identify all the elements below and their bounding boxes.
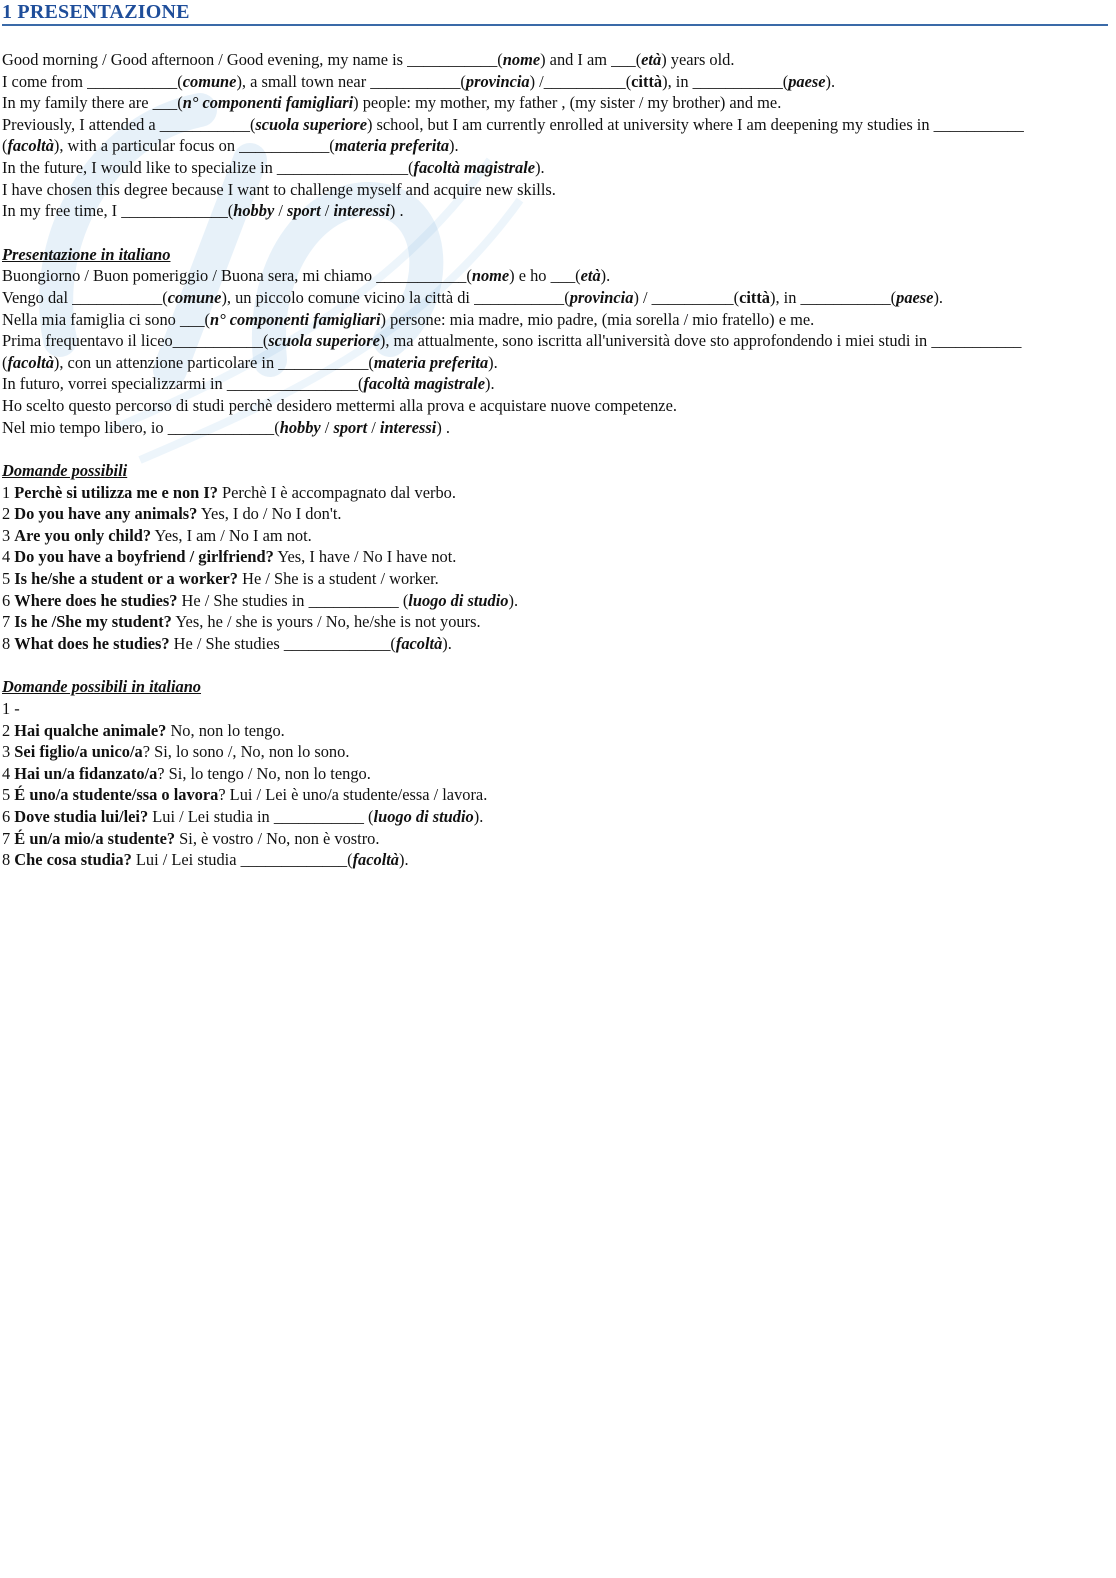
placeholder-label: Is he/she a student or a worker? — [14, 569, 239, 589]
text-segment: ) persone: mia madre, mio padre, (mia sorella / mio fratello) e me. — [380, 309, 815, 329]
text-line — [2, 482, 1114, 504]
text-line — [2, 525, 1114, 547]
text-segment: Si, è vostro / No, non è vostro. — [175, 828, 380, 848]
text-line — [2, 179, 1114, 201]
text-segment: 4 — [2, 547, 15, 567]
text-line — [2, 633, 1114, 655]
placeholder-label: facoltà magistrale — [363, 374, 485, 394]
placeholder-label: interessi — [379, 417, 437, 437]
text-segment: 1 - — [2, 699, 20, 719]
text-segment: ) . — [436, 417, 451, 437]
text-segment: Lui / Lei studia _____________( — [131, 850, 353, 870]
text-segment: Prima frequentavo il liceo___________( — [2, 331, 269, 351]
text-segment: ). — [442, 633, 452, 653]
text-line — [2, 114, 1114, 157]
text-segment: He / She is a student / worker. — [238, 569, 439, 589]
text-line — [2, 720, 1114, 742]
placeholder-label: città — [739, 287, 771, 307]
page-title: 1 PRESENTAZIONE — [2, 1, 190, 23]
placeholder-label: n° componenti famigliari — [182, 93, 354, 113]
placeholder-label: Hai qualche animale? — [14, 720, 167, 740]
text-segment: ) people: my mother, my father , (my sister / my brother) and me. — [353, 93, 782, 113]
placeholder-label: nome — [502, 50, 541, 69]
text-line — [2, 503, 1114, 525]
text-segment: I come from ___________( — [2, 71, 183, 91]
text-segment: 1 — [2, 482, 15, 502]
questions-italian-section — [2, 676, 1114, 870]
text-segment: Vengo dal ___________( — [2, 287, 168, 307]
placeholder-label: età — [580, 266, 601, 286]
text-segment: 6 — [2, 590, 15, 610]
text-line — [2, 309, 1114, 331]
text-line — [2, 287, 1114, 309]
text-line — [2, 546, 1114, 568]
text-line — [2, 806, 1114, 828]
text-segment: ). — [825, 71, 836, 91]
text-line — [2, 417, 1114, 439]
text-line — [2, 611, 1114, 633]
placeholder-label: n° componenti famigliari — [210, 309, 381, 329]
text-segment: ). — [473, 807, 484, 826]
text-segment: / — [274, 201, 287, 221]
text-line — [2, 590, 1114, 612]
text-segment: ). — [449, 136, 459, 156]
text-segment: 6 — [2, 807, 15, 826]
text-segment: 7 — [2, 612, 15, 632]
text-segment: No, non lo tengo. — [166, 720, 285, 740]
placeholder-label: scuola superiore — [255, 114, 367, 134]
text-segment: Nella mia famiglia ci sono ___( — [2, 309, 211, 329]
text-segment: ), in ___________( — [770, 287, 897, 307]
text-segment: ) years old. — [661, 50, 735, 69]
text-segment: ), in ___________( — [662, 71, 789, 91]
text-segment: ). — [488, 352, 498, 372]
placeholder-label: provincia — [569, 287, 634, 307]
intro-english-section — [2, 49, 1114, 222]
text-segment: ). — [484, 374, 495, 394]
text-segment: Yes, I have / No I have not. — [273, 547, 457, 567]
text-segment: ? Si, lo tengo / No, non lo tengo. — [157, 763, 371, 783]
text-segment: Perchè I è accompagnato dal verbo. — [217, 482, 456, 502]
text-segment: ) and I am ___( — [540, 50, 642, 69]
text-segment: Ho scelto questo percorso di studi perchè desidero mettermi alla prova e acquistare nuove competenze. — [2, 395, 677, 415]
placeholder-label: Are you only child? — [14, 525, 152, 545]
placeholder-label: interessi — [333, 201, 390, 221]
text-segment: ) school, but I am currently enrolled at university where I am deepening my studies in ___________ ( — [2, 114, 1024, 156]
placeholder-label: hobby — [233, 201, 275, 221]
placeholder-label: Che cosa studia? — [14, 850, 132, 870]
text-segment: I have chosen this degree because I want to challenge myself and acquire new skills. — [2, 179, 556, 199]
placeholder-label: paese — [788, 71, 826, 91]
questions-english-list — [2, 482, 1114, 655]
placeholder-label: Perchè si utilizza me e non I? — [14, 482, 218, 502]
placeholder-label: sport — [286, 201, 321, 221]
text-segment: ? Lui / Lei è uno/a studente/essa / lavora. — [218, 785, 488, 805]
text-segment: / — [320, 417, 334, 437]
text-segment: 5 — [2, 785, 15, 805]
text-line — [2, 373, 1114, 395]
section-heading-questions-italian: Domande possibili in italiano — [2, 677, 202, 697]
text-segment: ) /__________( — [529, 71, 632, 91]
text-line — [2, 849, 1114, 871]
placeholder-label: città — [631, 71, 663, 91]
intro-italian-lines — [2, 265, 1114, 438]
text-segment: ). — [508, 590, 519, 610]
placeholder-label: É un/a mio/a studente? — [14, 828, 176, 848]
placeholder-label: facoltà — [7, 136, 54, 156]
text-segment: ) e ho ___( — [509, 266, 581, 286]
text-line — [2, 763, 1114, 785]
placeholder-label: Do you have a boyfriend / girlfriend? — [14, 547, 274, 567]
placeholder-label: Is he /She my student? — [14, 612, 172, 632]
placeholder-label: nome — [471, 266, 510, 286]
text-segment: 2 — [2, 504, 15, 524]
text-segment: ). — [933, 287, 944, 307]
text-segment: ), ma attualmente, sono iscritta all'università dove sto approfondendo i miei studi in ___________ ( — [2, 331, 1022, 372]
text-segment: 3 — [2, 742, 15, 762]
text-segment: Nel mio tempo libero, io _____________( — [2, 417, 280, 437]
text-segment: 2 — [2, 720, 15, 740]
text-segment: ), with a particular focus on ___________( — [53, 136, 335, 156]
text-segment: 7 — [2, 828, 15, 848]
placeholder-label: hobby — [279, 417, 321, 437]
text-line — [2, 330, 1114, 373]
questions-italian-list — [2, 698, 1114, 871]
text-segment: In my free time, I _____________( — [2, 201, 234, 221]
text-segment: ). — [535, 157, 545, 177]
text-segment: He / She studies in ___________ ( — [177, 590, 409, 610]
text-segment: 8 — [2, 633, 15, 653]
text-segment: ), a small town near ___________( — [236, 71, 466, 91]
text-line — [2, 784, 1114, 806]
text-line — [2, 200, 1114, 222]
text-segment: Yes, he / she is yours / No, he/she is not yours. — [171, 612, 481, 632]
text-segment: He / She studies _____________( — [169, 633, 396, 653]
placeholder-label: materia preferita — [334, 136, 450, 156]
placeholder-label: Hai un/a fidanzato/a — [14, 763, 158, 783]
text-segment: ), un piccolo comune vicino la città di ___________( — [221, 287, 570, 307]
text-segment: Lui / Lei studia in ___________ ( — [148, 807, 374, 826]
placeholder-label: comune — [182, 71, 237, 91]
placeholder-label: Where does he studies? — [14, 590, 178, 610]
placeholder-label: Dove studia lui/lei? — [14, 807, 149, 826]
text-segment: Buongiorno / Buon pomeriggio / Buona sera, mi chiamo ___________( — [2, 266, 472, 286]
placeholder-label: facoltà magistrale — [413, 157, 536, 177]
placeholder-label: luogo di studio — [373, 807, 474, 826]
text-line — [2, 92, 1114, 114]
text-line — [2, 741, 1114, 763]
text-line — [2, 568, 1114, 590]
placeholder-label: luogo di studio — [408, 590, 509, 610]
text-line — [2, 49, 1114, 71]
text-segment: Yes, I am / No I am not. — [151, 525, 312, 545]
intro-italian-section — [2, 244, 1114, 438]
text-segment: ? Si, lo sono /, No, non lo sono. — [142, 742, 350, 762]
text-segment: In the future, I would like to specialize in ________________( — [2, 157, 414, 177]
text-segment: ) . — [389, 201, 404, 221]
placeholder-label: comune — [167, 287, 222, 307]
text-segment: Good morning / Good afternoon / Good evening, my name is ___________( — [2, 50, 503, 69]
placeholder-label: É uno/a studente/ssa o lavora — [14, 785, 219, 805]
text-line — [2, 265, 1114, 287]
text-segment: 4 — [2, 763, 15, 783]
questions-english-section — [2, 460, 1114, 654]
section-heading-questions: Domande possibili — [2, 461, 128, 481]
placeholder-label: età — [641, 50, 662, 69]
text-segment: / — [367, 417, 380, 437]
placeholder-label: facoltà — [395, 633, 443, 653]
section-heading-italian: Presentazione in italiano — [2, 244, 171, 264]
text-line — [2, 395, 1114, 417]
placeholder-label: provincia — [465, 71, 530, 91]
text-segment: Previously, I attended a ___________( — [2, 114, 256, 134]
placeholder-label: facoltà — [7, 352, 54, 372]
text-segment: ) / __________( — [633, 287, 740, 307]
placeholder-label: Do you have any animals? — [14, 504, 198, 524]
placeholder-label: facoltà — [352, 850, 400, 870]
text-segment: ). — [399, 850, 409, 870]
text-line — [2, 828, 1114, 850]
text-segment: ). — [600, 266, 611, 286]
text-line — [2, 71, 1114, 93]
text-segment: In futuro, vorrei specializzarmi in ________________( — [2, 374, 364, 394]
placeholder-label: scuola superiore — [268, 331, 380, 351]
text-segment: 8 — [2, 850, 15, 870]
text-segment: 3 — [2, 525, 15, 545]
placeholder-label: What does he studies? — [14, 633, 170, 653]
title-divider — [2, 24, 1108, 26]
text-line — [2, 698, 1114, 720]
text-segment: Yes, I do / No I don't. — [197, 504, 342, 524]
text-segment: In my family there are ___( — [2, 93, 183, 113]
placeholder-label: Sei figlio/a unico/a — [14, 742, 143, 762]
text-segment: ), con un attenzione particolare in ___________( — [53, 352, 374, 372]
placeholder-label: sport — [333, 417, 368, 437]
text-segment: 5 — [2, 569, 15, 589]
placeholder-label: paese — [896, 287, 934, 307]
placeholder-label: materia preferita — [373, 352, 489, 372]
text-line — [2, 157, 1114, 179]
text-segment: / — [320, 201, 334, 221]
